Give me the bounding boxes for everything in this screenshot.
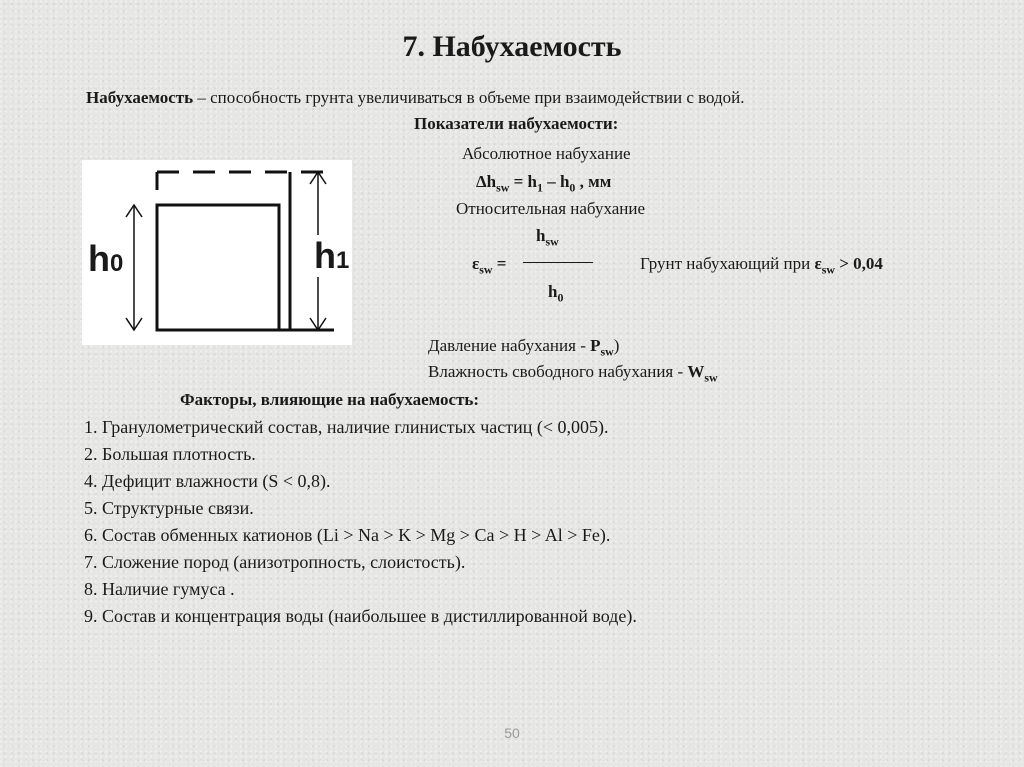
- pressure-symbol: P: [590, 336, 601, 355]
- fraction-equals: =: [492, 254, 507, 273]
- denominator-h: h: [548, 282, 558, 301]
- definition-term: Набухаемость: [86, 88, 194, 107]
- epsilon-sub: sw: [479, 262, 493, 277]
- formula-unit: , мм: [575, 172, 612, 191]
- epsilon-symbol: ε: [472, 254, 480, 273]
- free-swelling-moisture: [428, 362, 718, 385]
- pressure-tail: ): [613, 336, 620, 355]
- formula-sub-0: 0: [569, 180, 576, 195]
- moisture-symbol: W: [687, 362, 705, 381]
- label-h0: [86, 238, 125, 280]
- fraction-lhs: [472, 254, 506, 277]
- moisture-sub: sw: [704, 370, 718, 385]
- condition-sub: sw: [821, 262, 835, 277]
- absolute-swelling-formula: [476, 172, 611, 195]
- swelling-diagram: [82, 160, 352, 345]
- factor-item: 6. Состав обменных катионов (Li > Na > K > Mg > Ca > H > Al > Fe).: [84, 525, 611, 545]
- pressure-text: Давление набухания -: [428, 336, 591, 355]
- page-number: 50: [504, 725, 520, 741]
- soil-sample-rect: [157, 205, 279, 330]
- fraction-denominator: [548, 282, 563, 305]
- factors-heading: Факторы, влияющие на набухаемость:: [180, 390, 480, 409]
- condition-value: > 0,04: [834, 254, 883, 273]
- factor-item: 7. Сложение пород (анизотропность, слоистость).: [84, 552, 466, 572]
- label-h0-sub: 0: [110, 250, 124, 277]
- denominator-sub: 0: [557, 290, 564, 305]
- label-h1-letter: h: [314, 235, 336, 276]
- relative-swelling-label: Относительная набухание: [456, 199, 646, 218]
- label-h0-letter: h: [88, 238, 110, 279]
- formula-sub-1: 1: [537, 180, 543, 195]
- absolute-swelling-label: Абсолютное набухание: [462, 144, 631, 163]
- formula-minus-h: – h: [542, 172, 570, 191]
- factor-item: 2. Большая плотность.: [84, 444, 256, 464]
- condition-epsilon: ε: [814, 254, 822, 273]
- pressure-sub: sw: [600, 344, 614, 359]
- definition-line: [86, 88, 745, 108]
- condition-text: Грунт набухающий при: [640, 254, 815, 273]
- formula-sub-sw: sw: [496, 180, 510, 195]
- factor-item: 9. Состав и концентрация воды (наибольшее в дистиллированной воде).: [84, 606, 637, 626]
- factor-item: 5. Структурные связи.: [84, 498, 254, 518]
- numerator-h: h: [536, 226, 546, 245]
- label-h1-sub: 1: [336, 247, 350, 274]
- fraction-bar: [523, 262, 593, 263]
- moisture-text: Влажность свободного набухания -: [428, 362, 688, 381]
- indicators-heading: Показатели набухаемости:: [414, 114, 619, 133]
- factor-item: 8. Наличие гумуса .: [84, 579, 235, 599]
- definition-text: – способность грунта увеличиваться в объеме при взаимодействии с водой.: [193, 88, 745, 107]
- factor-item: 4. Дефицит влажности (S < 0,8).: [84, 471, 331, 491]
- label-h1: [312, 235, 351, 277]
- slide-title: 7. Набухаемость: [402, 30, 622, 63]
- numerator-sub: sw: [545, 234, 559, 249]
- formula-delta-h: Δh: [476, 172, 497, 191]
- swelling-pressure: [428, 336, 619, 359]
- fraction-numerator: [536, 226, 559, 249]
- swelling-condition: [640, 254, 883, 277]
- formula-eq-h: = h: [509, 172, 537, 191]
- factor-item: 1. Гранулометрический состав, наличие глинистых частиц (< 0,005).: [84, 417, 609, 437]
